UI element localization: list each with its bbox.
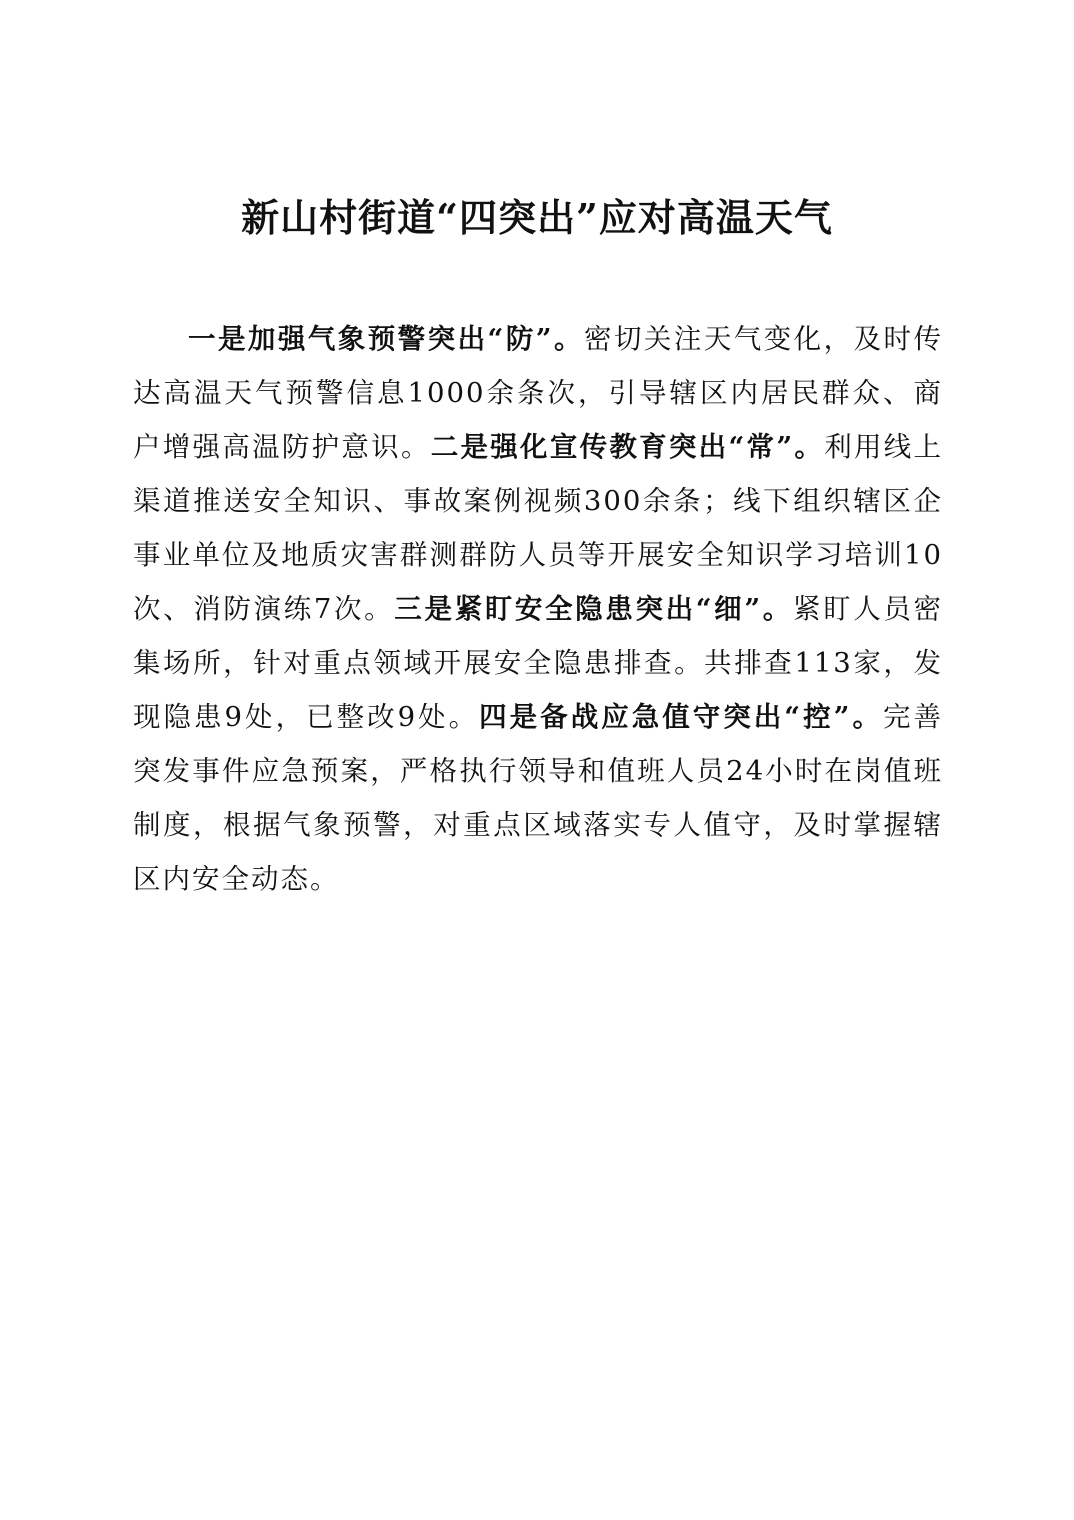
document-body-paragraph: [133, 312, 943, 906]
point-3-heading: 三是紧盯安全隐患突出“细”。: [394, 593, 793, 625]
point-2-heading: 二是强化宣传教育突出“常”。: [430, 431, 825, 463]
point-4-text: 完善突发事件应急预案，严格执行领导和值班人员24小时在岗值班制度，根据气象预警，对重点区域落实专人值守，及时掌握辖区内安全动态。: [133, 701, 943, 895]
document-title: 新山村街道“四突出”应对高温天气: [241, 195, 833, 240]
point-2-text: 利用线上渠道推送安全知识、事故案例视频300余条；线下组织辖区企事业单位及地质灾害群测群防人员等开展安全知识学习培训10次、消防演练7次。: [133, 431, 944, 625]
point-1-text: 密切关注天气变化，及时传达高温天气预警信息1000余条次，引导辖区内居民群众、商户增强高温防护意识。: [133, 323, 943, 463]
point-1-heading: 一是加强气象预警突出“防”。: [188, 323, 584, 355]
point-3-text: 紧盯人员密集场所，针对重点领域开展安全隐患排查。共排查113家，发现隐患9处，已整改9处。: [133, 593, 944, 733]
point-4-heading: 四是备战应急值守突出“控”。: [479, 701, 883, 733]
